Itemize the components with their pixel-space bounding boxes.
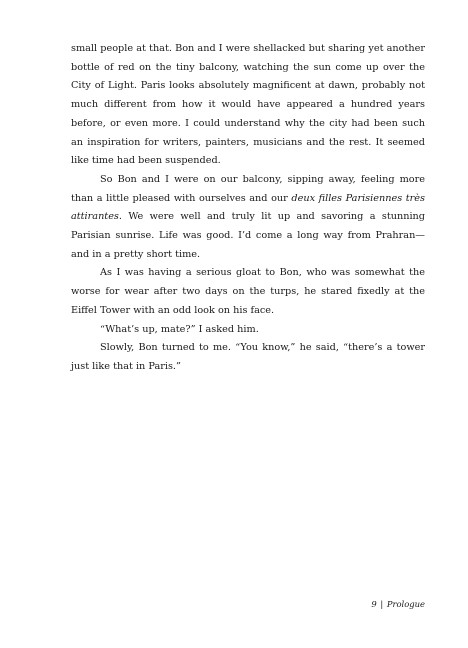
page-number: 9 <box>371 599 377 609</box>
paragraph-2 <box>71 171 425 265</box>
section-title: Prologue <box>386 599 425 609</box>
paragraph-2-text-start: So Bon and I were on our balcony, sipping away, feeling more than a little pleased with ourselves and our <box>71 173 425 204</box>
paragraph-2-italic-phrase: deux filles Parisiennes très attirantes <box>71 192 425 223</box>
paragraph-4-text: “What’s up, mate?” I asked him. <box>100 323 259 335</box>
paragraph-4 <box>71 321 425 340</box>
page-footer <box>371 599 425 609</box>
paragraph-5 <box>71 339 425 376</box>
paragraph-2-text-end: . We were well and truly lit up and savoring a stunning Parisian sunrise. Life was good. I’d come a long way from Prahran—and in a pretty short time. <box>71 211 425 260</box>
paragraph-1-text: small people at that. Bon and I were shellacked but sharing yet another bottle of red on the tiny balcony, watching the sun come up over the City of Light. Paris looks absolutely magnificent at dawn, probably not much different from how it would have appeared a hundred years before, or even more. I could understand why the city had been such an inspiration for writers, painters, musicians and the rest. It seemed like time had been suspended. <box>71 43 425 167</box>
paragraph-1 <box>71 40 425 171</box>
footer-separator: | <box>380 599 384 609</box>
paragraph-3 <box>71 264 425 320</box>
body-text <box>71 40 425 377</box>
paragraph-3-text: As I was having a serious gloat to Bon, who was somewhat the worse for wear after two days on the turps, he stared fixedly at the Eiffel Tower with an odd look on his face. <box>71 267 425 316</box>
paragraph-5-text: Slowly, Bon turned to me. “You know,” he said, “there’s a tower just like that in Paris.” <box>71 342 425 372</box>
